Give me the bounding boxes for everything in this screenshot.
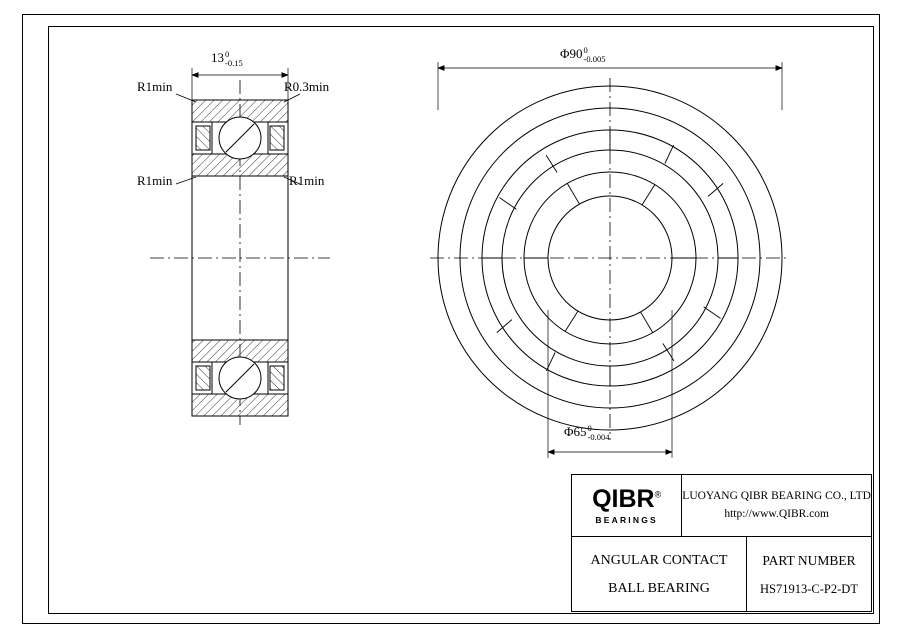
part-number-block <box>747 537 871 612</box>
registered-trademark-icon: ® <box>654 489 662 500</box>
dim-outer-diameter-label <box>560 46 605 64</box>
brand-logo <box>572 475 682 536</box>
dim-width-value: 13 <box>211 50 224 66</box>
title-block-body <box>572 537 871 612</box>
brand-name: QIBR® <box>592 484 662 513</box>
dim-bore-diameter-label <box>564 424 609 442</box>
title-block <box>571 474 872 612</box>
label-r03min-top-right: R0.3min <box>284 79 330 94</box>
company-url[interactable]: http://www.QIBR.com <box>724 507 829 520</box>
part-number-value: HS71913-C-P2-DT <box>760 581 858 596</box>
dim-outer-diameter-value: Φ90 <box>560 46 583 62</box>
dim-width-label <box>211 50 243 68</box>
company-info <box>682 488 871 524</box>
label-r1min-mid-right: R1min <box>289 173 325 188</box>
label-r1min-mid-left: R1min <box>137 173 173 188</box>
dim-bore-diameter-value: Φ65 <box>564 424 587 440</box>
product-description <box>572 537 747 612</box>
part-number-label: PART NUMBER <box>762 552 856 568</box>
product-description-line1: ANGULAR CONTACT <box>590 552 728 568</box>
product-description-line2: BALL BEARING <box>608 580 710 596</box>
company-name: LUOYANG QIBR BEARING CO., LTD <box>682 489 871 502</box>
label-r1min-top-left: R1min <box>137 79 173 94</box>
dim-width-tolerance: 0 -0.15 <box>225 49 243 69</box>
dim-outer-diameter-tolerance: 0 -0.005 <box>583 45 606 65</box>
dim-bore-diameter-tolerance: 0 -0.004 <box>587 423 610 443</box>
title-block-header <box>572 475 871 537</box>
brand-tagline: BEARINGS <box>595 514 658 525</box>
